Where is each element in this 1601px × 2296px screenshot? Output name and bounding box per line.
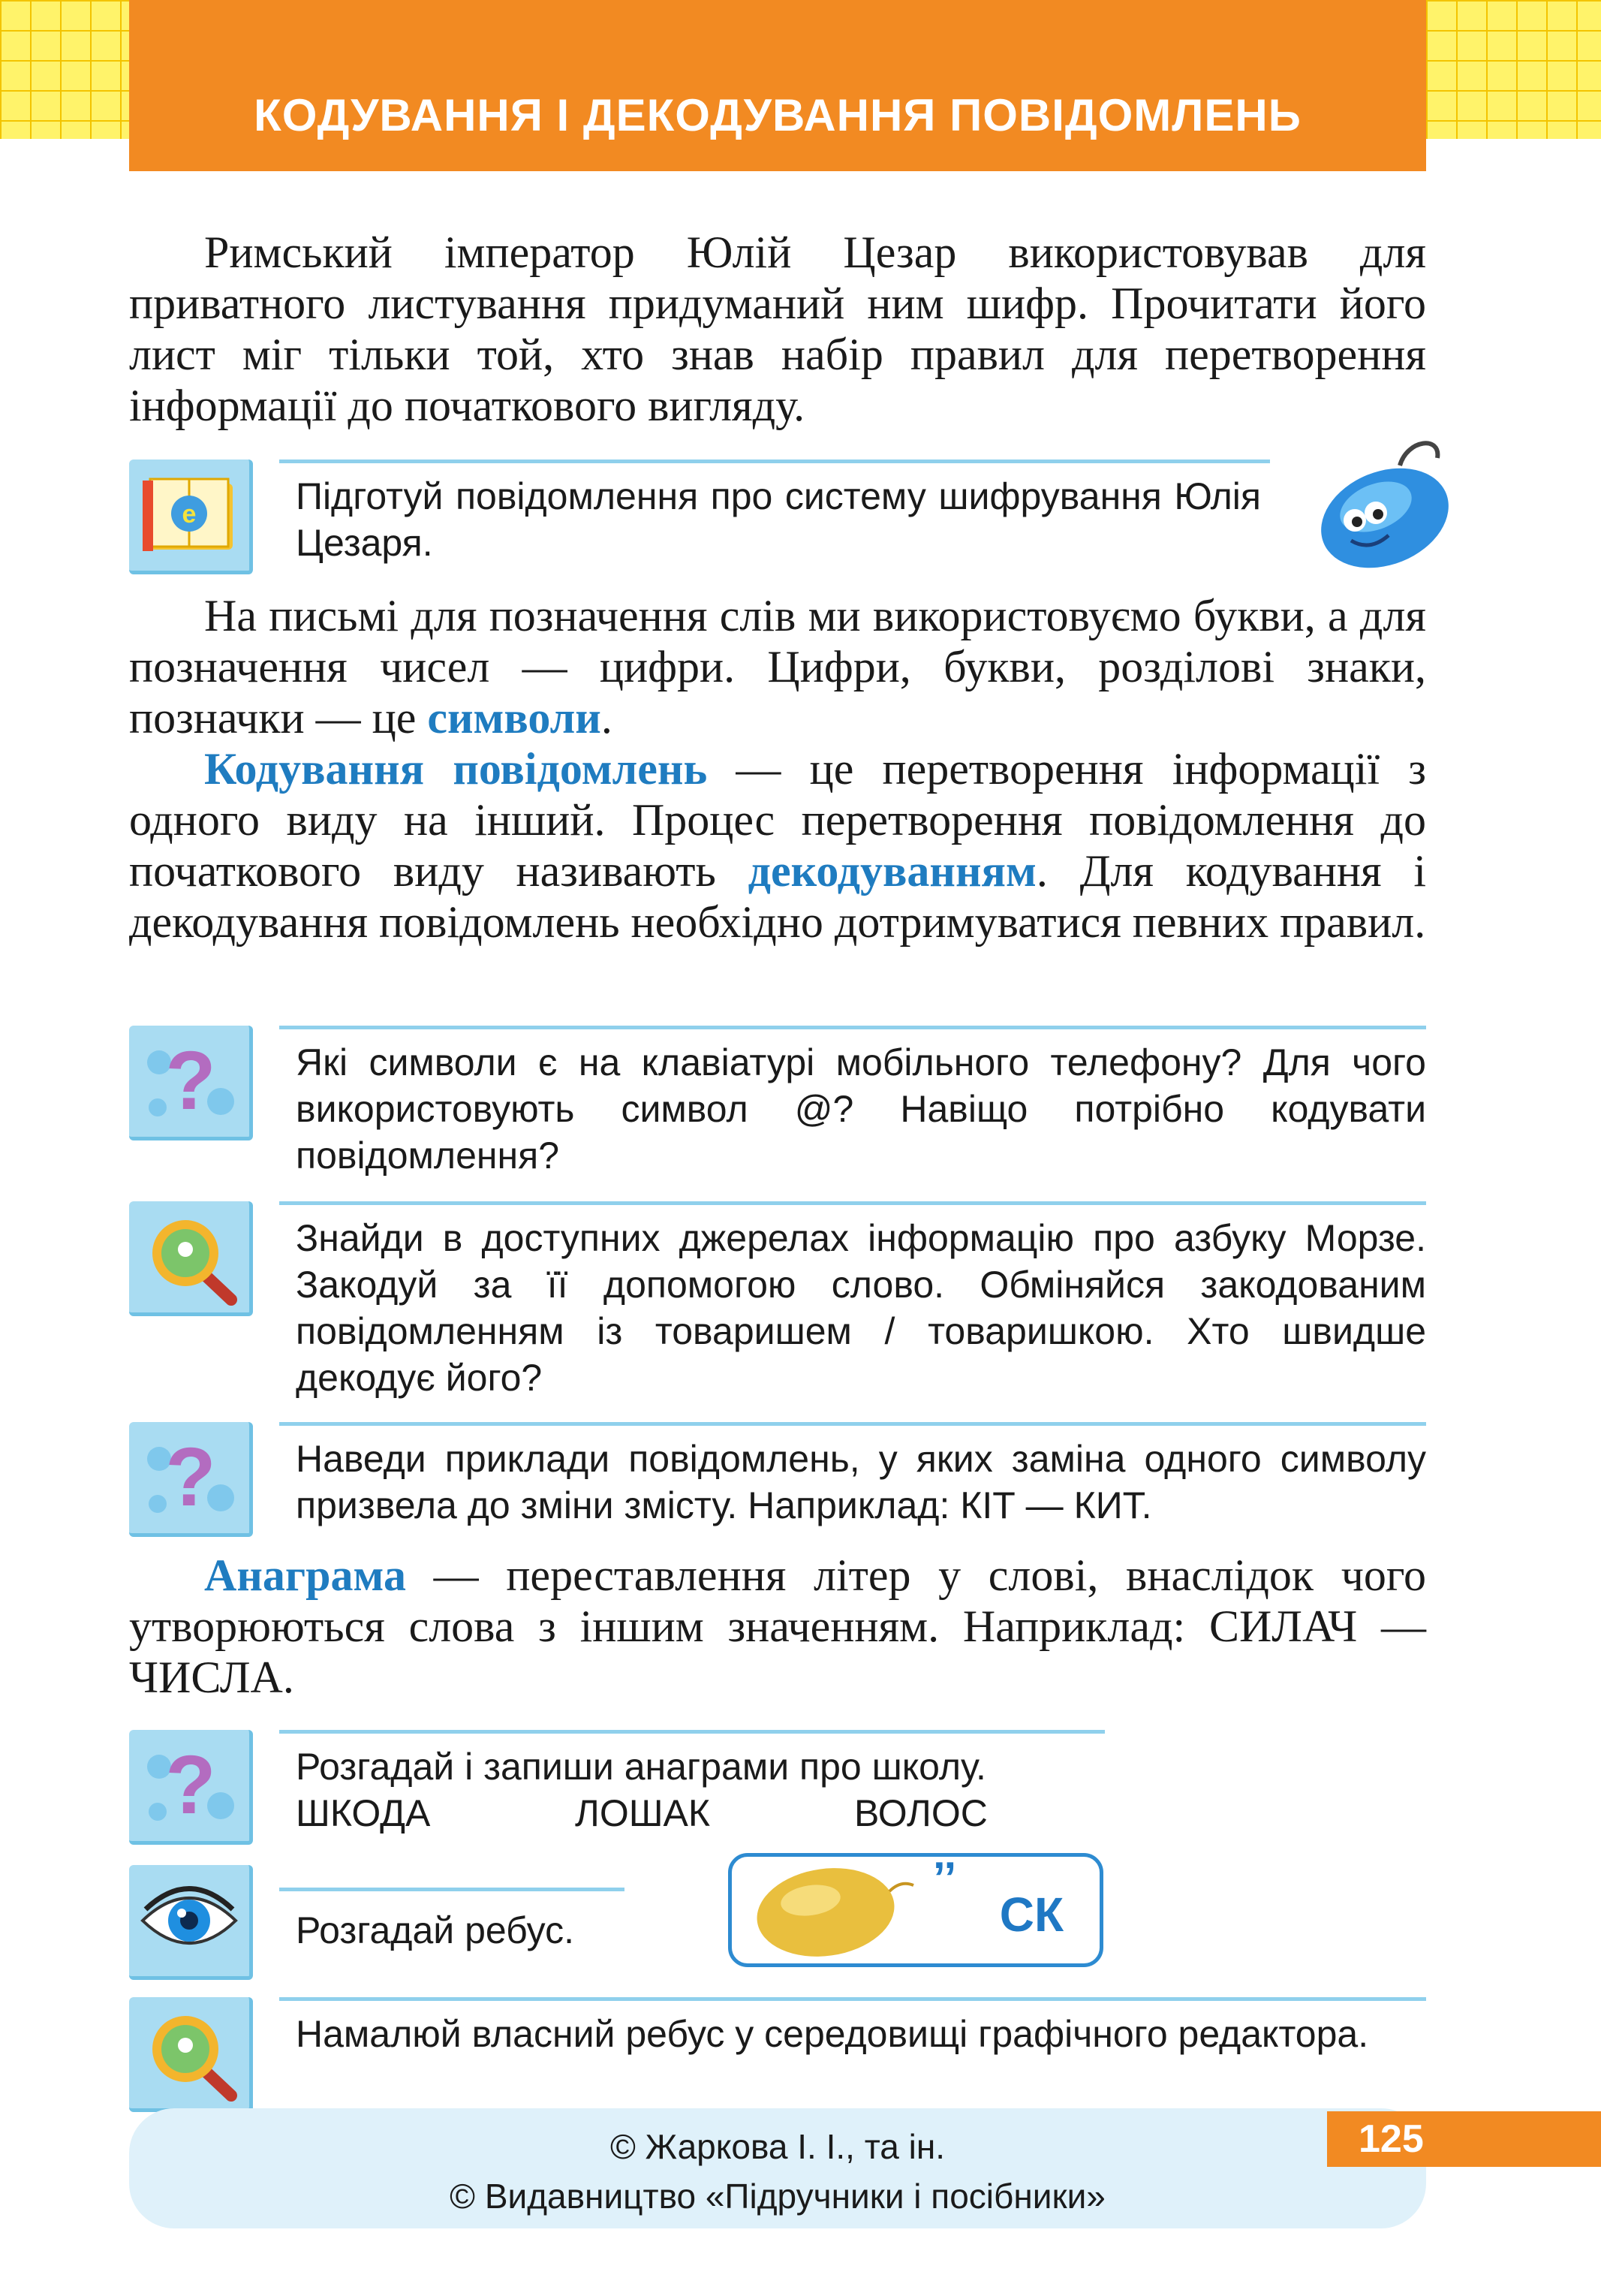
mouse-mascot-icon xyxy=(1310,424,1460,574)
magnifier-icon xyxy=(129,1997,253,2112)
svg-text:e: e xyxy=(182,500,197,529)
intro-paragraph: Римський імператор Юлій Цезар використовував для приватного листування придуманий ним шифр. Прочитати його лист міг тільки той, хто знав набір правил для перетворення інформації до початкового вигляду. xyxy=(129,227,1426,430)
page-title: КОДУВАННЯ І ДЕКОДУВАННЯ ПОВІДОМЛЕНЬ xyxy=(254,90,1302,140)
task4-text: Наведи приклади повідомлень, у яких заміна одного символу призвела до зміни змісту. Наприклад: КІТ — КИТ. xyxy=(296,1438,1426,1526)
task3-text: Знайди в доступних джерелах інформацію про азбуку Морзе. Закодуй за її допомогою слово. Обміняйся закодованим повідомленням із товаришем / товаришкою. Хто швидше декодує його? xyxy=(296,1217,1426,1399)
footer-copyright xyxy=(129,2108,1426,2228)
question-icon xyxy=(129,1026,253,1140)
symbols-paragraph: На письмі для позначення слів ми використовуємо букви, а для позначення чисел — цифри. Цифри, букви, розділові знаки, позначки — це символи. xyxy=(129,591,1426,743)
rebus-mark: ’’ xyxy=(933,1853,957,1903)
grid-corner-left xyxy=(0,0,129,139)
anagram-word: ШКОДА xyxy=(296,1792,431,1834)
task6-text: Розгадай ребус. xyxy=(296,1909,574,1951)
term-coding: Кодування повідомлень xyxy=(204,744,708,794)
question-icon xyxy=(129,1422,253,1537)
svg-text:?: ? xyxy=(165,1431,216,1523)
footer-line-2: © Видавництво «Підручники і посібники» xyxy=(450,2177,1106,2216)
rebus-box xyxy=(728,1853,1103,1967)
page-number: 125 xyxy=(1327,2111,1601,2167)
task5-text: Розгадай і запиши анаграми про школу. ШКОДА ЛОШАК ВОЛОС xyxy=(296,1743,1426,1836)
coding-paragraph: Кодування повідомлень — це перетворення інформації з одного виду на інший. Процес перетворення повідомлення до початкового виду називають декодуванням. Для кодування і декодування повідомлень необхідно дотримуватися певних правил. xyxy=(129,744,1426,947)
question-icon xyxy=(129,1730,253,1845)
task7-text: Намалюй власний ребус у середовищі графічного редактора. xyxy=(296,2013,1369,2055)
magnifier-icon xyxy=(129,1201,253,1316)
anagram-paragraph: Анаграма — переставлення літер у слові, внаслідок чого утворюються слова з іншим значенням. Наприклад: СИЛАЧ — ЧИСЛА. xyxy=(129,1550,1426,1702)
anagram-words xyxy=(296,1790,1426,1836)
footer-line-1: © Жаркова І. І., та ін. xyxy=(609,2127,946,2166)
task1-text: Підготуй повідомлення про систему шифрування Юлія Цезаря. xyxy=(296,475,1261,564)
task-search-1 xyxy=(129,1201,1426,1397)
task-question-1 xyxy=(129,1026,1426,1176)
task-question-3 xyxy=(129,1730,1426,1850)
grid-corner-right xyxy=(1426,0,1601,139)
potato-icon xyxy=(747,1854,942,1966)
anagram-word: ВОЛОС xyxy=(854,1792,988,1834)
task-question-2 xyxy=(129,1422,1426,1542)
eye-icon xyxy=(129,1865,253,1980)
term-symbols: символи xyxy=(427,693,601,743)
svg-text:?: ? xyxy=(165,1739,216,1831)
term-anagram: Анаграма xyxy=(204,1550,406,1600)
task2-text: Які символи є на клавіатурі мобільного телефону? Для чого використовують символ @? Навіщо потрібно кодувати повідомлення? xyxy=(296,1041,1426,1177)
task-search-2 xyxy=(129,1997,1426,2117)
rebus-letters: СК xyxy=(999,1888,1064,1942)
anagram-word: ЛОШАК xyxy=(575,1792,711,1834)
term-decoding: декодуванням xyxy=(748,846,1037,896)
header-bar xyxy=(129,0,1426,171)
task-book xyxy=(129,460,1426,580)
svg-text:?: ? xyxy=(165,1035,216,1127)
book-icon xyxy=(129,460,253,574)
